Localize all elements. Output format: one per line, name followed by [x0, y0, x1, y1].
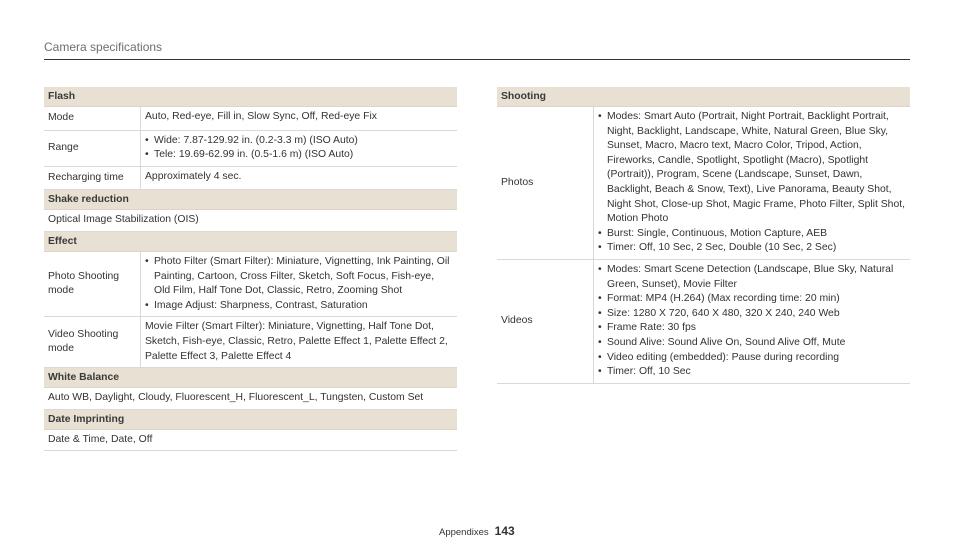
- list-item: • Modes: Smart Scene Detection (Landscape, Blue Sky, Natural Green, Sunset), Movie Filter: [598, 263, 906, 292]
- list-item: • Timer: Off, 10 Sec, 2 Sec, Double (10 Sec, 2 Sec): [598, 241, 906, 256]
- flash-recharge-value: Approximately 4 sec.: [140, 167, 457, 190]
- list-item: • Image Adjust: Sharpness, Contrast, Saturation: [145, 299, 453, 314]
- section-shooting-header: Shooting: [497, 87, 910, 107]
- list-item: • Photo Filter (Smart Filter): Miniature, Vignetting, Ink Painting, Oil Painting, Cartoon, Cross Filter, Sketch, Soft Focus, Fish-eye, Old Film, Half Tone Dot, Classic, Retro, Zooming Shot: [145, 255, 453, 299]
- list-item: • Wide: 7.87-129.92 in. (0.2-3.3 m) (ISO Auto): [145, 134, 453, 149]
- shake-row: [44, 210, 457, 232]
- flash-range-row: [44, 131, 457, 167]
- shooting-videos-row: [497, 260, 910, 384]
- effect-photo-row: [44, 252, 457, 317]
- section-shake-header: Shake reduction: [44, 190, 457, 210]
- flash-range-value: [140, 131, 457, 166]
- list-item: • Video editing (embedded): Pause during recording: [598, 351, 906, 366]
- section-flash-header: Flash: [44, 87, 457, 107]
- header-divider: [44, 59, 910, 60]
- section-wb-header: White Balance: [44, 368, 457, 388]
- wb-value: Auto WB, Daylight, Cloudy, Fluorescent_H, Fluorescent_L, Tungsten, Custom Set: [48, 392, 424, 404]
- date-row: [44, 430, 457, 452]
- list-item: • Modes: Smart Auto (Portrait, Night Portrait, Backlight Portrait, Night, Backlight, Landscape, White, Natural Green, Blue Sky, Sunset, Macro, Macro text, Macro Color, Tripod, Action, Fireworks, Candle, Spotlight, Spotlight (Macro), Spotlight (Portrait)), Program, Scene (Landscape, Sunset, Dawn, Backlight, Beach & Snow, Text), Live Panorama, Beauty Shot, Night Shot, Close-up Shot, Magic Frame, Photo Filter, Split Shot, Motion Photo: [598, 110, 906, 227]
- list-item: • Frame Rate: 30 fps: [598, 321, 906, 336]
- shake-value: Optical Image Stabilization (OIS): [48, 214, 199, 226]
- list-item: • Burst: Single, Continuous, Motion Capture, AEB: [598, 227, 906, 242]
- page-footer: [439, 524, 515, 538]
- effect-photo-value: [140, 252, 457, 316]
- section-date-header: Date Imprinting: [44, 410, 457, 430]
- list-item: • Timer: Off, 10 Sec: [598, 365, 906, 380]
- list-item: • Format: MP4 (H.264) (Max recording time: 20 min): [598, 292, 906, 307]
- effect-video-label: Video Shooting mode: [48, 328, 119, 355]
- footer-section-label: Appendixes: [439, 527, 489, 538]
- effect-photo-label: Photo Shooting mode: [48, 270, 120, 297]
- flash-mode-row: [44, 107, 457, 131]
- effect-video-row: [44, 317, 457, 368]
- date-value: Date & Time, Date, Off: [48, 433, 153, 445]
- flash-recharge-row: [44, 167, 457, 191]
- left-spec-table: [44, 87, 457, 451]
- shooting-videos-label: Videos: [501, 315, 533, 327]
- flash-range-label: Range: [48, 141, 79, 153]
- list-item: • Tele: 19.69-62.99 in. (0.5-1.6 m) (ISO Auto): [145, 148, 453, 163]
- flash-mode-value: Auto, Red-eye, Fill in, Slow Sync, Off, Red-eye Fix: [140, 107, 457, 130]
- shooting-photos-value: [593, 107, 910, 259]
- effect-video-value: Movie Filter (Smart Filter): Miniature, Vignetting, Half Tone Dot, Sketch, Fish-eye, Classic, Retro, Palette Effect 1, Palette Effect 2, Palette Effect 3, Palette Effect 4: [140, 317, 457, 367]
- flash-recharge-label: Recharging time: [48, 171, 124, 183]
- section-effect-header: Effect: [44, 232, 457, 252]
- wb-row: [44, 388, 457, 410]
- shooting-photos-row: [497, 107, 910, 260]
- flash-mode-label: Mode: [48, 112, 74, 123]
- list-item: • Sound Alive: Sound Alive On, Sound Alive Off, Mute: [598, 336, 906, 351]
- right-spec-table: [497, 87, 910, 384]
- shooting-videos-value: [593, 260, 910, 383]
- page-header-title: Camera specifications: [44, 40, 163, 54]
- page-number: 143: [494, 524, 515, 538]
- shooting-photos-label: Photos: [501, 176, 534, 188]
- list-item: • Size: 1280 X 720, 640 X 480, 320 X 240, 240 Web: [598, 307, 906, 322]
